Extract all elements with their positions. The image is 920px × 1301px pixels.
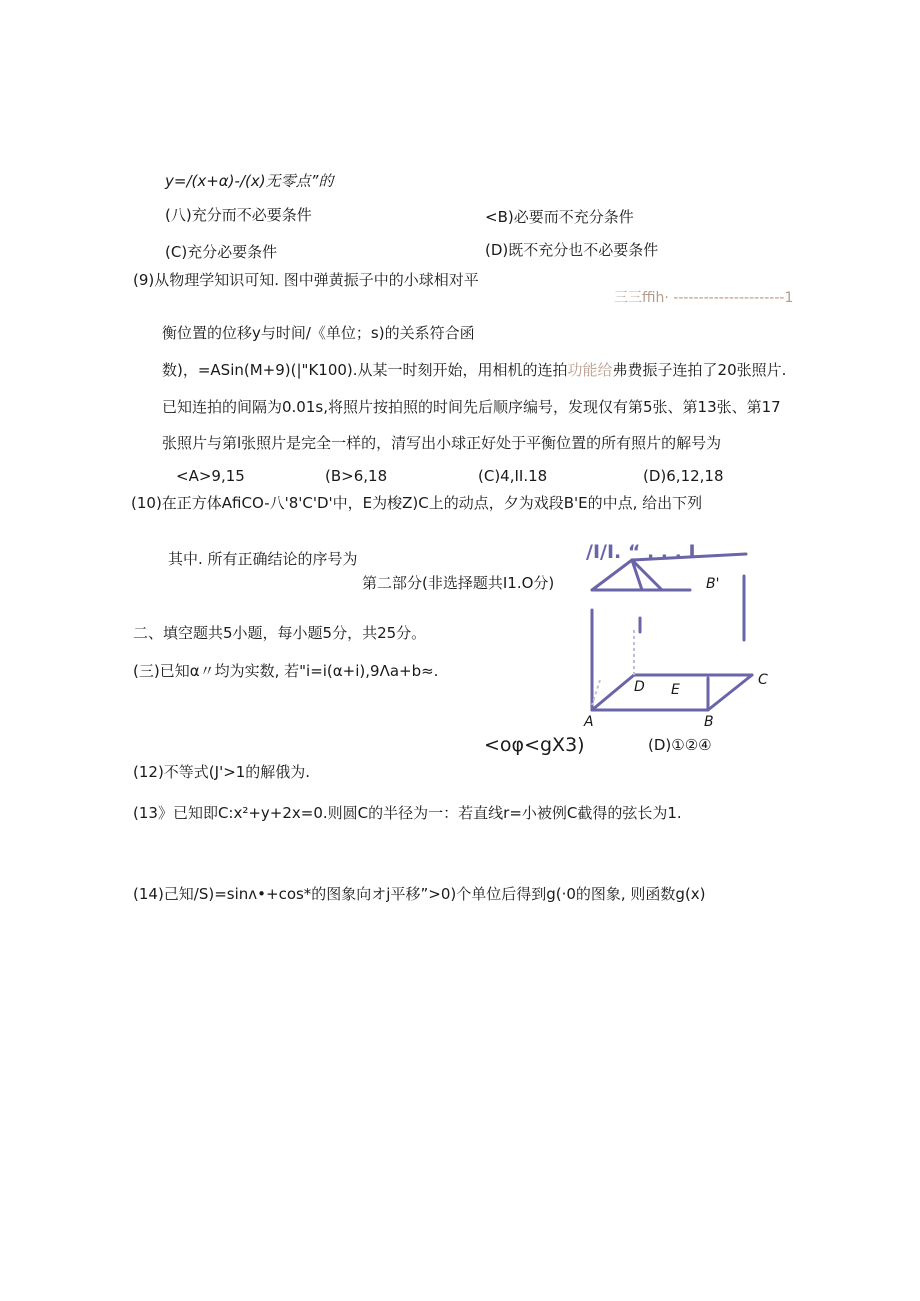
q10-line-2: 其中. 所有正确结论的序号为 [168,550,358,568]
q9-line-1: (9)从物理学知识可知. 图中弹黄振子中的小球相对平 [133,271,479,289]
q9-option-a: <A>9,15 [176,467,245,485]
cube-edge [708,675,752,710]
cube-label-b-prime: B' [706,576,720,592]
cube-edge [592,675,634,710]
part2-title: 第二部分(非选择题共I1.O分) [362,574,555,592]
q14-text: (14)己知/S)=sinʌ•+cos*的图象向オj平移”>0)个单位后得到g(·0的图象, 则函数g(x) [133,885,706,903]
q9-line-3-b: 弗费振子连拍了20张照片. [612,361,787,379]
q9-option-c: (C)4,II.18 [478,467,548,485]
section2-heading: 二、填空题共5小题，每小题5分，共25分。 [133,624,427,642]
q10-bottom-expr: <oφ<gX3) [484,734,585,756]
q13-text: (13》已知即C:x²+y+2x=0.则圆C的半径为一：若直线r=小被例C截得的弦长为1. [133,804,682,822]
q9-line-2: 衡位置的位移y与时间/《单位；s)的关系符合函 [162,324,475,342]
cube-figure [570,520,790,735]
q9-line-5: 张照片与第l张照片是完全一样的，清写出小球正好处于平衡位置的所有照片的解号为 [162,434,722,452]
q10-line-1: (10)在正方体AfiCO-八'8'C'D'中，E为梭Z)C上的动点，夕为戏段B'E的中点, 给出下列 [131,494,703,512]
q11-text: (三)已知α〃均为实数, 若"i=i(α+i),9Λa+b≈. [133,662,439,680]
cube-label-a: A [584,714,594,730]
q9-line-3-accent: 功能给 [567,361,613,379]
q8-option-d: (D)既不充分也不必要条件 [485,241,659,259]
q8-option-c: (C)充分必要条件 [165,243,278,261]
cube-top-marks: /I/I. “ . . . I [586,541,696,563]
q10-option-d: (D)①②④ [648,736,712,754]
q9-line-4: 已知连拍的间隔为0.01s,将照片按拍照的时间先后顺序编号，发现仅有第5张、第13张、第17 [162,398,781,416]
q9-line-3 [162,360,786,380]
cube-label-d: D [634,679,645,695]
cube-label-c: C [758,672,768,688]
cube-label-b: B [704,714,714,730]
cube-label-e: E [671,682,680,698]
q9-option-b: (B>6,18 [325,467,388,485]
q9-line-3-a: 数)，=ASin(M+9)(|"K100).从某一时刻开始，用相机的连拍 [162,361,568,379]
cube-edge [592,560,632,590]
q8-option-a: (八)充分而不必要条件 [165,206,312,224]
q9-option-d: (D)6,12,18 [643,467,724,485]
q8-option-b: <B)必要而不充分条件 [485,208,634,226]
q9-figure-text: 三三ffih· ----------------------1 [614,290,794,306]
q12-text: (12)不等式(J'>1的解俄为. [133,763,311,781]
q8-stem-tail: y=/(x+α)-/(x)无零点”的 [165,172,334,190]
